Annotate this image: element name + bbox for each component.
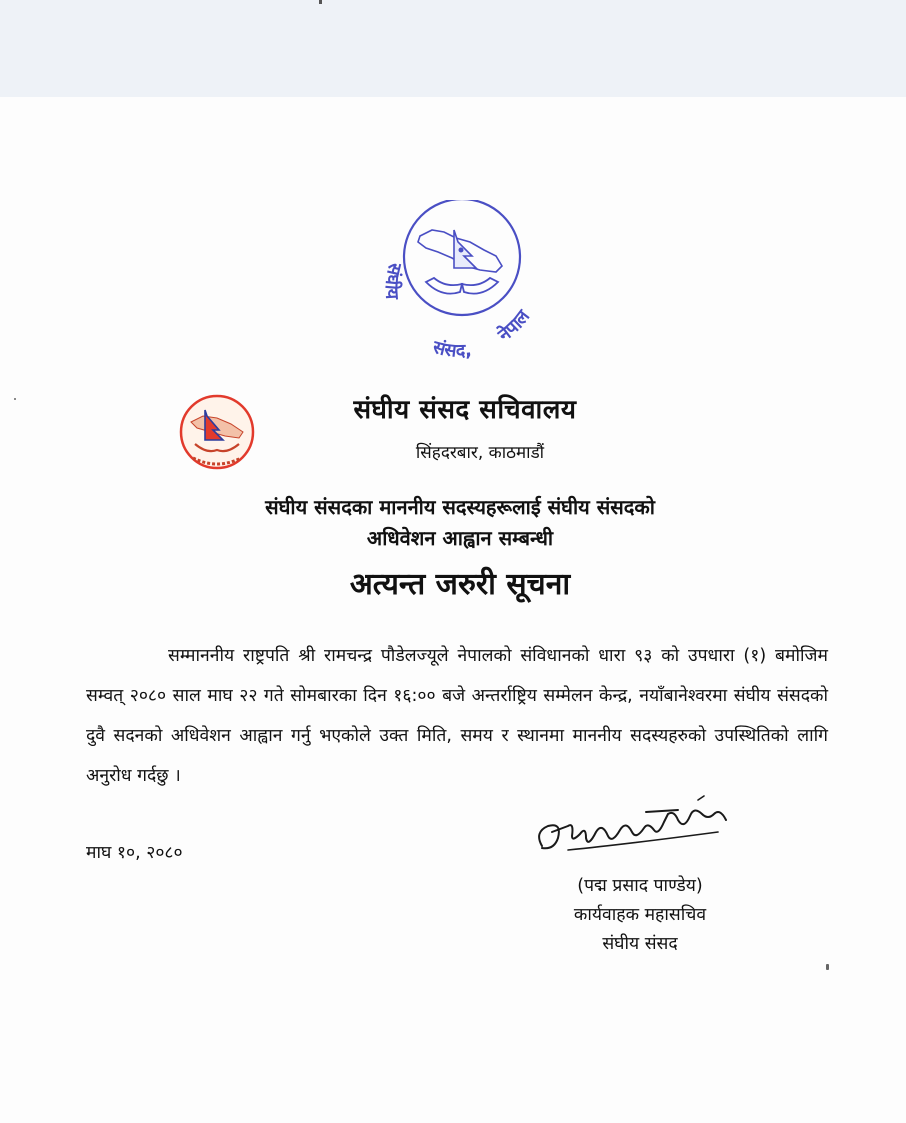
top-edge-mark (319, 0, 322, 4)
notice-date: माघ १०, २०८० (86, 843, 183, 863)
signatory-title: कार्यवाहक महासचिव (573, 905, 707, 925)
left-hand-icon (426, 278, 462, 294)
flag-icon (454, 230, 476, 268)
subject-line-1: संघीय संसदका माननीय सदस्यहरूलाई संघीय संसदको (265, 495, 655, 519)
organization-address: सिंहदरबार, काठमाडौं (415, 443, 545, 463)
right-hand-icon (462, 278, 498, 294)
notice-body: सम्माननीय राष्ट्रपति श्री रामचन्द्र पौडेलज्यूले नेपालको संविधानको धारा ९३ को उपधारा (१) बमोजिम सम्वत् २०८० साल माघ २२ गते सोमबारका दिन १६:०० बजे अन्तर्राष्ट्रिय सम्मेलन केन्द्र, नयाँबानेश्वरमा संघीय संसदको दुवै सदनको अधिवेशन आह्वान गर्नु भएकोले उक्त मिति, समय र स्थानमा माननीय सदस्यहरुको उपस्थितिको लागि अनुरोध गर्दछु । (86, 646, 828, 786)
notice-subject (150, 492, 770, 554)
handwritten-signature (528, 792, 758, 872)
parliament-seal-logo (372, 200, 552, 360)
signatory-name: (पद्म प्रसाद पाण्डेय) (577, 876, 703, 896)
seal-text-bottom: संसद, (430, 336, 473, 360)
signatory-block (540, 872, 740, 959)
notice-headline: अत्यन्त जरुरी सूचना (349, 567, 571, 602)
secretariat-emblem-logo (177, 392, 257, 472)
top-background-band (0, 0, 906, 97)
signatory-office: संघीय संसद (602, 934, 678, 954)
organization-name: संघीय संसद सचिवालय (353, 395, 577, 425)
subject-line-2: अधिवेशन आह्वान सम्बन्धी (366, 526, 554, 550)
seal-text-left: संघीय (380, 260, 406, 300)
scan-speck (826, 964, 829, 970)
seal-text-right: नेपाल (494, 306, 535, 346)
scan-speck (14, 398, 16, 400)
